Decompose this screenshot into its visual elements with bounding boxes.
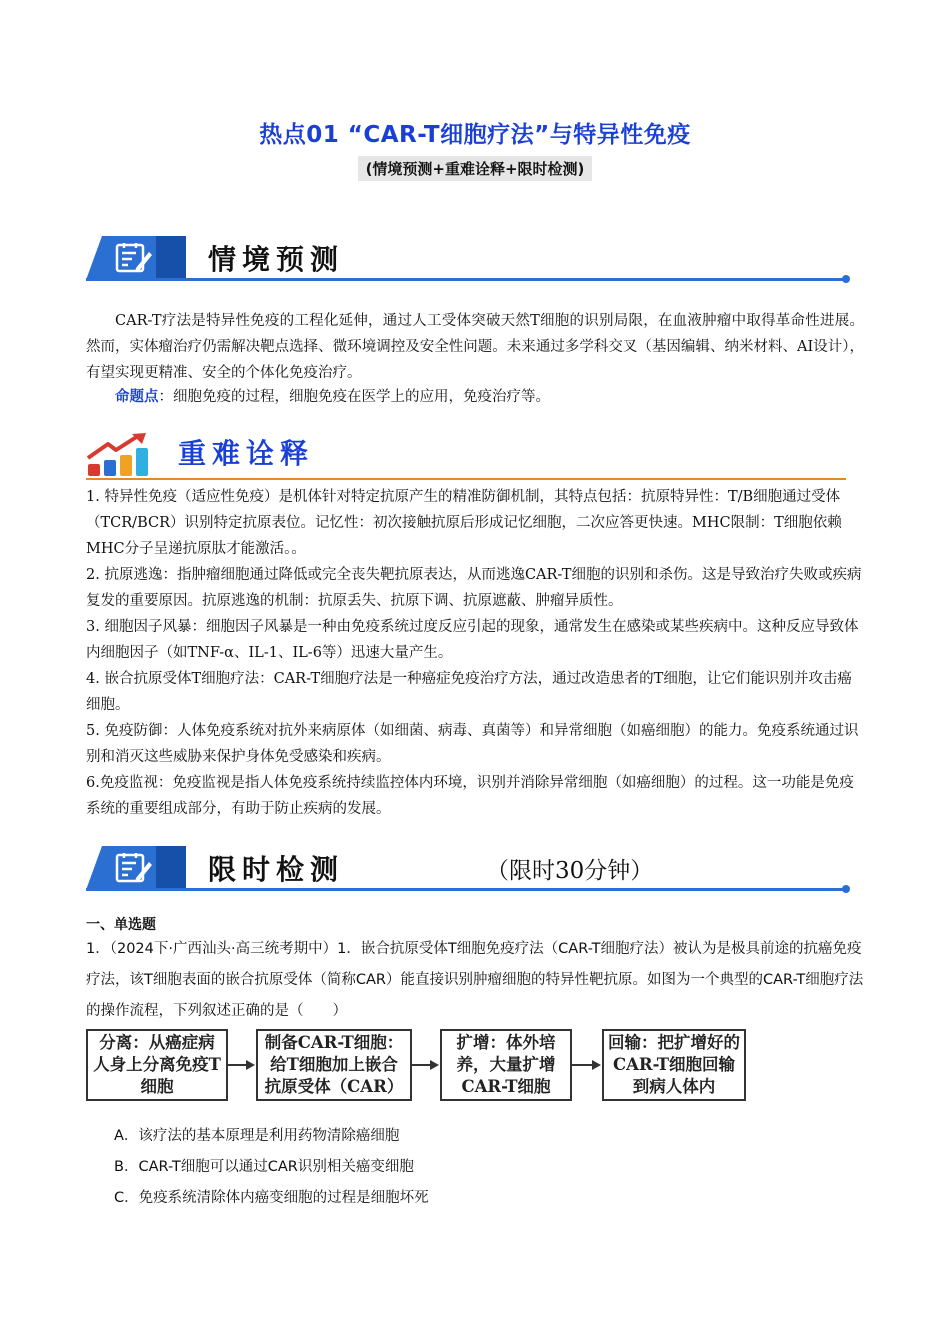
section-tab-accent [156,236,186,280]
arrow-right-icon [412,1058,440,1072]
section-title: 情境预测 [208,243,345,276]
list-item: 5. 免疫防御：人体免疫系统对抗外来病原体（如细菌、病毒、真菌等）和异常细胞（如癌细胞）的能力。免疫系统通过识别和消灭这些威胁来保护身体免受感染和疾病。 [86,723,859,765]
section-rule-orange [86,478,846,480]
proposition-line [86,384,864,410]
section-title-difficulty: 重难诠释 [178,437,315,470]
list-item: 6.免疫监视：免疫监视是指人体免疫系统持续监控体内环境，识别并消除异常细胞（如癌细胞）的过程。这一功能是免疫系统的重要组成部分，有助于防止疾病的发展。 [86,775,854,817]
list-item: 2. 抗原逃逸：指肿瘤细胞通过降低或完全丧失靶抗原表达，从而逃逸CAR-T细胞的识别和杀伤。这是导致治疗失败或疾病复发的重要原因。抗原逃逸的机制：抗原丢失、抗原下调、抗原遮蔽、肿瘤异质性。 [86,567,862,609]
question-group-heading: 一、单选题 [86,917,156,933]
page-subtitle-wrap [0,156,950,181]
section-tab-accent [156,846,186,890]
difficulty-list [86,484,864,822]
option-a[interactable]: A．该疗法的基本原理是利用药物清除癌细胞 [114,1128,400,1144]
section-header-situation [86,236,848,286]
page-subtitle: (情境预测+重难诠释+限时检测) [358,156,593,181]
notepad-pencil-icon [114,852,154,884]
bar-chart-arrow-icon [86,432,152,478]
list-item: 3. 细胞因子风暴：细胞因子风暴是一种由免疫系统过度反应引起的现象，通常发生在感染或某些疾病中。这种反应导致体内细胞因子（如TNF-α、IL-1、IL-6等）迅速大量产生。 [86,619,859,661]
situation-paragraph: CAR-T疗法是特异性免疫的工程化延伸，通过人工受体突破天然T细胞的识别局限，在血液肿瘤中取得革命性进展。然而，实体瘤治疗仍需解决靶点选择、微环境调控及安全性问题。未来通过多学科交叉（基因编辑、纳米材料、AI设计），有望实现更精准、安全的个体化免疫治疗。 [86,313,864,381]
option-b[interactable]: B．CAR-T细胞可以通过CAR识别相关癌变细胞 [114,1159,414,1175]
list-item: 4. 嵌合抗原受体T细胞疗法：CAR-T细胞疗法是一种癌症免疫治疗方法，通过改造患者的T细胞，让它们能识别并攻击癌细胞。 [86,671,852,713]
flow-step-infuse: 回输：把扩增好的CAR-T细胞回输到病人体内 [602,1029,746,1101]
flow-step-separate: 分离：从癌症病人身上分离免疫T细胞 [86,1029,228,1101]
section-rule [86,888,846,891]
flow-step-expand: 扩增：体外培养，大量扩增CAR-T细胞 [440,1029,572,1101]
arrow-right-icon [228,1058,256,1072]
page-title: 热点01 “CAR-T细胞疗法”与特异性免疫 [259,122,691,148]
proposition-text: ：细胞免疫的过程，细胞免疫在医学上的应用，免疫治疗等。 [158,389,550,405]
list-item: 1. 特异性免疫（适应性免疫）是机体针对特定抗原产生的精准防御机制，其特点包括：抗原特异性：T/B细胞通过受体（TCR/BCR）识别特定抗原表位。记忆性：初次接触抗原后形成记忆细胞，二次应答更快速。MHC限制：T细胞依赖MHC分子呈递抗原肽才能激活。。 [86,489,842,557]
section-header-test [86,846,848,896]
proposition-label: 命题点 [115,389,159,405]
question-1-text: 1．（2024下·广西汕头·高三统考期中）1．嵌合抗原受体T细胞免疫疗法（CAR-T细胞疗法）被认为是极具前途的抗癌免疫疗法，该T细胞表面的嵌合抗原受体（简称CAR）能直接识别肿瘤细胞的特异性靶抗原。如图为一个典型的CAR-T细胞疗法的操作流程，下列叙述正确的是（ ） [86,941,864,1019]
option-c[interactable]: C．免疫系统清除体内癌变细胞的过程是细胞坏死 [114,1190,429,1206]
time-limit-note: （限时30分钟） [486,858,654,884]
flow-step-prepare: 制备CAR-T细胞：给T细胞加上嵌合抗原受体（CAR） [256,1029,412,1101]
notepad-pencil-icon [114,242,154,274]
section-rule [86,278,846,281]
section-title: 限时检测 [208,853,345,886]
section-rule-dot [842,275,850,283]
arrow-right-icon [572,1058,602,1072]
section-rule-dot [842,885,850,893]
